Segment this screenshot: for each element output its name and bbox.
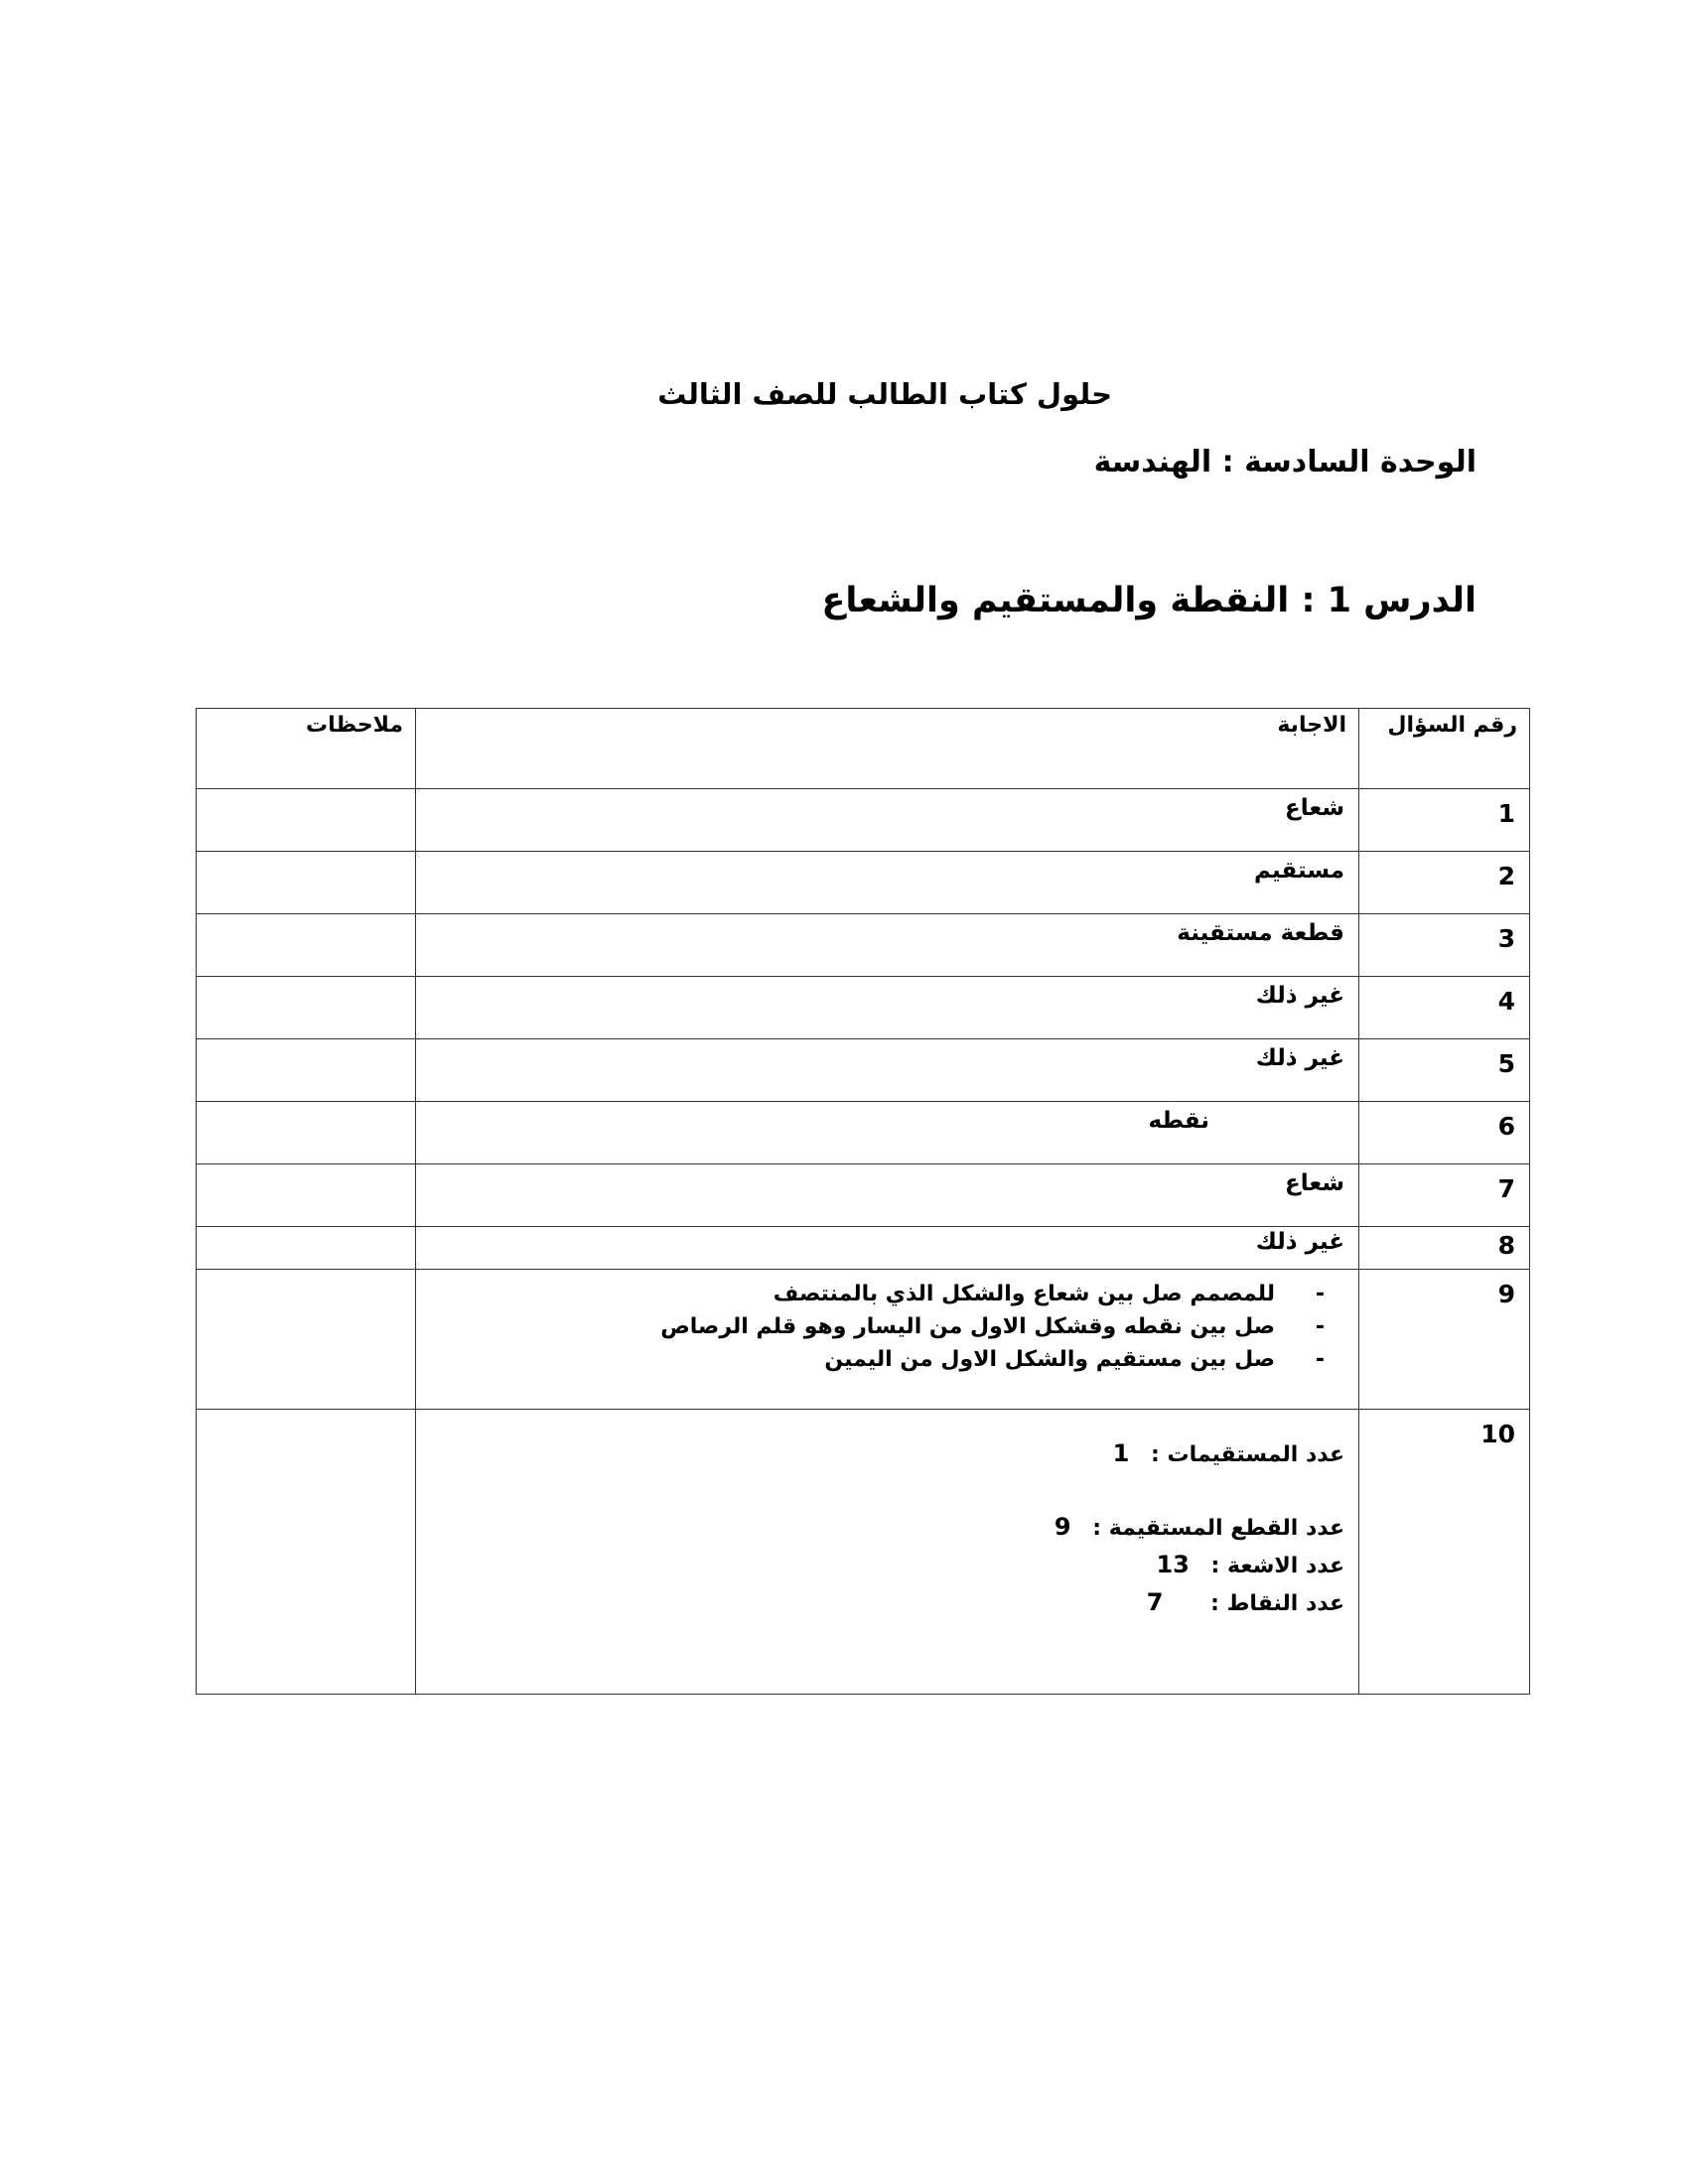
answer-cell: قطعة مستقينة [416, 914, 1359, 977]
question-number-cell: 6 [1359, 1102, 1530, 1164]
unit-heading: الوحدة السادسة : الهندسة [1093, 445, 1477, 479]
list-item-text: للمصمم صل بين شعاع والشكل الذي بالمنتصف [773, 1282, 1275, 1306]
question-number-cell: 9 [1359, 1270, 1530, 1410]
rays-count-label: عدد الاشعة : [1210, 1554, 1344, 1578]
list-item-text: صل بين نقطه وقشكل الاول من اليسار وهو قلم الرصاص [660, 1314, 1275, 1339]
table-row [197, 977, 1530, 1039]
notes-cell [197, 1270, 416, 1410]
answer-cell [416, 1410, 1359, 1695]
list-item [416, 1343, 1325, 1376]
bullet-dash: - [1315, 1282, 1325, 1306]
question-number-cell: 7 [1359, 1164, 1530, 1227]
answer-cell: نقطه [416, 1102, 1359, 1164]
table-header-row [197, 709, 1530, 789]
question-number-cell: 10 [1359, 1410, 1530, 1695]
table-row [197, 789, 1530, 852]
answer-cell: غير ذلك [416, 1227, 1359, 1270]
question-number-cell: 2 [1359, 852, 1530, 914]
segments-count-value: 9 [1054, 1513, 1071, 1541]
segments-count [416, 1509, 1344, 1547]
lines-count-label: عدد المستقيمات : [1151, 1442, 1344, 1467]
question-number-cell: 1 [1359, 789, 1530, 852]
answer-cell: شعاع [416, 789, 1359, 852]
matching-instructions-list [416, 1278, 1344, 1376]
answer-cell [416, 1270, 1359, 1410]
notes-cell [197, 1410, 416, 1695]
notes-cell [197, 852, 416, 914]
list-item [416, 1310, 1325, 1343]
rays-count-value: 13 [1156, 1551, 1190, 1578]
table-row [197, 1102, 1530, 1164]
answer-cell: غير ذلك [416, 977, 1359, 1039]
list-item-text: صل بين مستقيم والشكل الاول من اليمين [824, 1347, 1275, 1372]
points-count-value: 7 [1146, 1588, 1164, 1616]
bullet-dash: - [1315, 1347, 1325, 1372]
points-count [416, 1584, 1344, 1622]
rays-count [416, 1547, 1344, 1584]
segments-count-label: عدد القطع المستقيمة : [1092, 1516, 1344, 1541]
notes-cell [197, 1227, 416, 1270]
question-number-cell: 3 [1359, 914, 1530, 977]
document-title: حلول كتاب الطالب للصف الثالث [657, 377, 1112, 411]
table-row [197, 852, 1530, 914]
notes-cell [197, 977, 416, 1039]
question-number-cell: 4 [1359, 977, 1530, 1039]
notes-cell [197, 914, 416, 977]
table-row [197, 1410, 1530, 1695]
notes-cell [197, 1102, 416, 1164]
lines-count [416, 1435, 1344, 1473]
question-number-cell: 8 [1359, 1227, 1530, 1270]
points-count-label: عدد النقاط : [1210, 1591, 1344, 1616]
list-item [416, 1278, 1325, 1310]
question-number-cell: 5 [1359, 1039, 1530, 1102]
notes-cell [197, 1039, 416, 1102]
answer-cell: شعاع [416, 1164, 1359, 1227]
notes-cell [197, 789, 416, 852]
table-row [197, 1039, 1530, 1102]
table-row [197, 914, 1530, 977]
answer-header: الاجابة [416, 709, 1359, 789]
lines-count-value: 1 [1112, 1439, 1130, 1467]
table-row [197, 1164, 1530, 1227]
answers-table [196, 708, 1530, 1695]
answer-cell: غير ذلك [416, 1039, 1359, 1102]
notes-cell [197, 1164, 416, 1227]
notes-header: ملاحظات [197, 709, 416, 789]
bullet-dash: - [1315, 1314, 1325, 1339]
lesson-heading: الدرس 1 : النقطة والمستقيم والشعاع [821, 581, 1477, 620]
answer-cell: مستقيم [416, 852, 1359, 914]
question-number-header: رقم السؤال [1359, 709, 1530, 789]
table-row [197, 1227, 1530, 1270]
table-row [197, 1270, 1530, 1410]
